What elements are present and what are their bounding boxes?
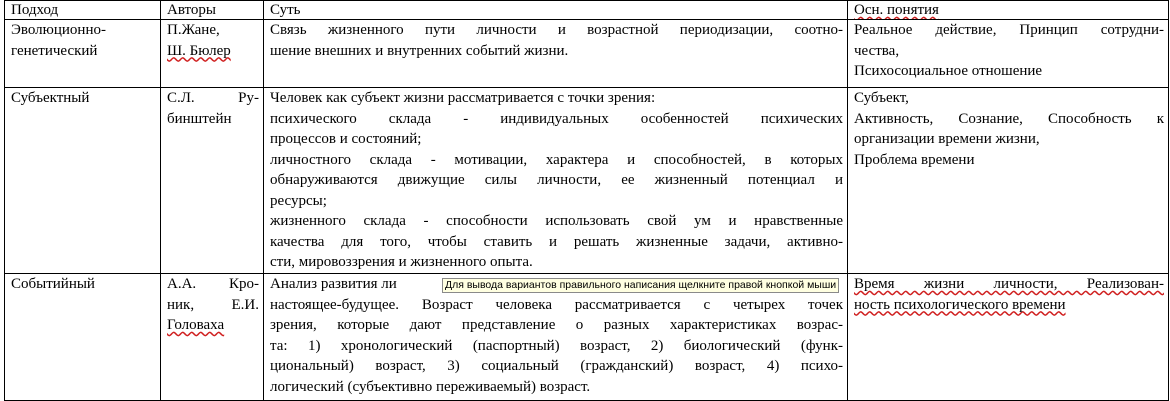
cell-authors: А.А. Кро- ник, Е.И. Головаха bbox=[161, 274, 264, 401]
header-approach: Подход bbox=[5, 1, 161, 20]
header-authors: Авторы bbox=[161, 1, 264, 20]
cell-essence: Связь жизненного пути личности и возрастной периодизации, соотно- шение внешних и внутренних событий жизни. bbox=[264, 20, 848, 88]
cell-approach: Субъектный bbox=[5, 88, 161, 274]
cell-essence: Анализ развития ли настоящее-будущее. Возраст человека рассматривается с четырех точек зрения, которые дают представление о разных характеристиках возрас- та: 1) хронологический (паспортный) возраст, 2) биологический (функ- циональный) возраст, 3) социальный (гражданский) возраст, 4) психо- логический (субъективно переживаемый) возраст. Для вывода вариантов правильного написания щелкните правой кнопкой мыши bbox=[264, 274, 848, 401]
header-row bbox=[5, 1, 1169, 20]
table-row bbox=[5, 274, 1169, 401]
cell-authors: С.Л. Ру- бинштейн bbox=[161, 88, 264, 274]
cell-concepts: Реальное действие, Принцип сотрудни- чества, Психосоциальное отношение bbox=[848, 20, 1169, 88]
table-row bbox=[5, 88, 1169, 274]
document-table bbox=[4, 0, 1169, 401]
cell-approach: Событийный bbox=[5, 274, 161, 401]
spellcheck-tooltip: Для вывода вариантов правильного написания щелкните правой кнопкой мыши bbox=[442, 278, 839, 293]
table-row bbox=[5, 20, 1169, 88]
cell-approach: Эволюционно- генетический bbox=[5, 20, 161, 88]
header-concepts: Осн. понятия bbox=[848, 1, 1169, 20]
cell-concepts: Время жизни личности, Реализован- ность психологического времени bbox=[848, 274, 1169, 401]
header-essence: Суть bbox=[264, 1, 848, 20]
cell-essence: Человек как субъект жизни рассматривается с точки зрения: психического склада - индивидуальных особенностей психических процессов и состояний; личностного склада - мотивации, характера и способностей, в которых обнаруживаются движущие силы личности, ее жизненный потенциал и ресурсы; жизненного склада - способности использовать свой ум и нравственные качества для того, чтобы ставить и решать жизненные задачи, активно- сти, мировоззрения и жизненного опыта. bbox=[264, 88, 848, 274]
cell-concepts: Субъект, Активность, Сознание, Способность к организации времени жизни, Проблема времени bbox=[848, 88, 1169, 274]
cell-authors: П.Жане, Ш. Бюлер bbox=[161, 20, 264, 88]
